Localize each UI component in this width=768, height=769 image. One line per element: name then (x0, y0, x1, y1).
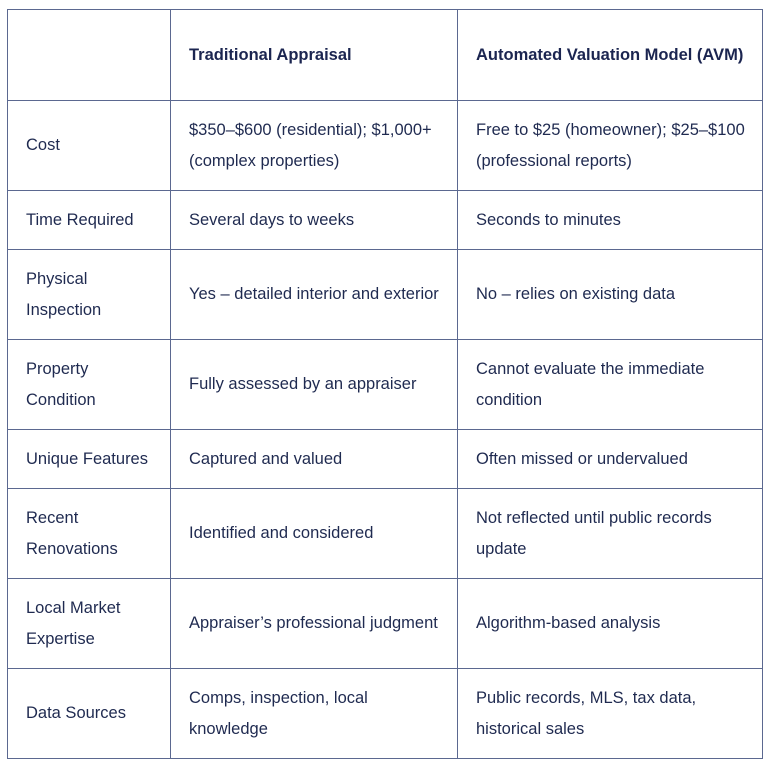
header-cell-feature (8, 10, 171, 101)
traditional-cell: Comps, inspection, local knowledge (171, 669, 458, 759)
traditional-cell: Captured and valued (171, 430, 458, 489)
avm-cell: Free to $25 (homeowner); $25–$100 (professional reports) (458, 101, 763, 191)
feature-cell: Property Condition (8, 340, 171, 430)
feature-cell: Unique Features (8, 430, 171, 489)
avm-cell: Seconds to minutes (458, 191, 763, 250)
feature-cell: Recent Renovations (8, 489, 171, 579)
feature-cell: Cost (8, 101, 171, 191)
feature-cell: Time Required (8, 191, 171, 250)
table-row-property-condition (8, 340, 763, 430)
avm-cell: Not reflected until public records update (458, 489, 763, 579)
table-row-time-required (8, 191, 763, 250)
table-row-recent-renovations (8, 489, 763, 579)
traditional-cell: Yes – detailed interior and exterior (171, 250, 458, 340)
avm-cell: Often missed or undervalued (458, 430, 763, 489)
feature-cell: Data Sources (8, 669, 171, 759)
header-cell-avm: Automated Valuation Model (AVM) (458, 10, 763, 101)
traditional-cell: Fully assessed by an appraiser (171, 340, 458, 430)
table-row-local-market-expertise (8, 579, 763, 669)
avm-cell: Cannot evaluate the immediate condition (458, 340, 763, 430)
traditional-cell: $350–$600 (residential); $1,000+ (complex properties) (171, 101, 458, 191)
table-row-unique-features (8, 430, 763, 489)
traditional-cell: Identified and considered (171, 489, 458, 579)
comparison-table (7, 9, 763, 759)
avm-cell: Public records, MLS, tax data, historical sales (458, 669, 763, 759)
avm-cell: No – relies on existing data (458, 250, 763, 340)
table-row-physical-inspection (8, 250, 763, 340)
header-row (8, 10, 763, 101)
avm-cell: Algorithm-based analysis (458, 579, 763, 669)
header-cell-traditional-appraisal: Traditional Appraisal (171, 10, 458, 101)
traditional-cell: Several days to weeks (171, 191, 458, 250)
table-row-data-sources (8, 669, 763, 759)
traditional-cell: Appraiser’s professional judgment (171, 579, 458, 669)
feature-cell: Physical Inspection (8, 250, 171, 340)
feature-cell: Local Market Expertise (8, 579, 171, 669)
table-row-cost (8, 101, 763, 191)
